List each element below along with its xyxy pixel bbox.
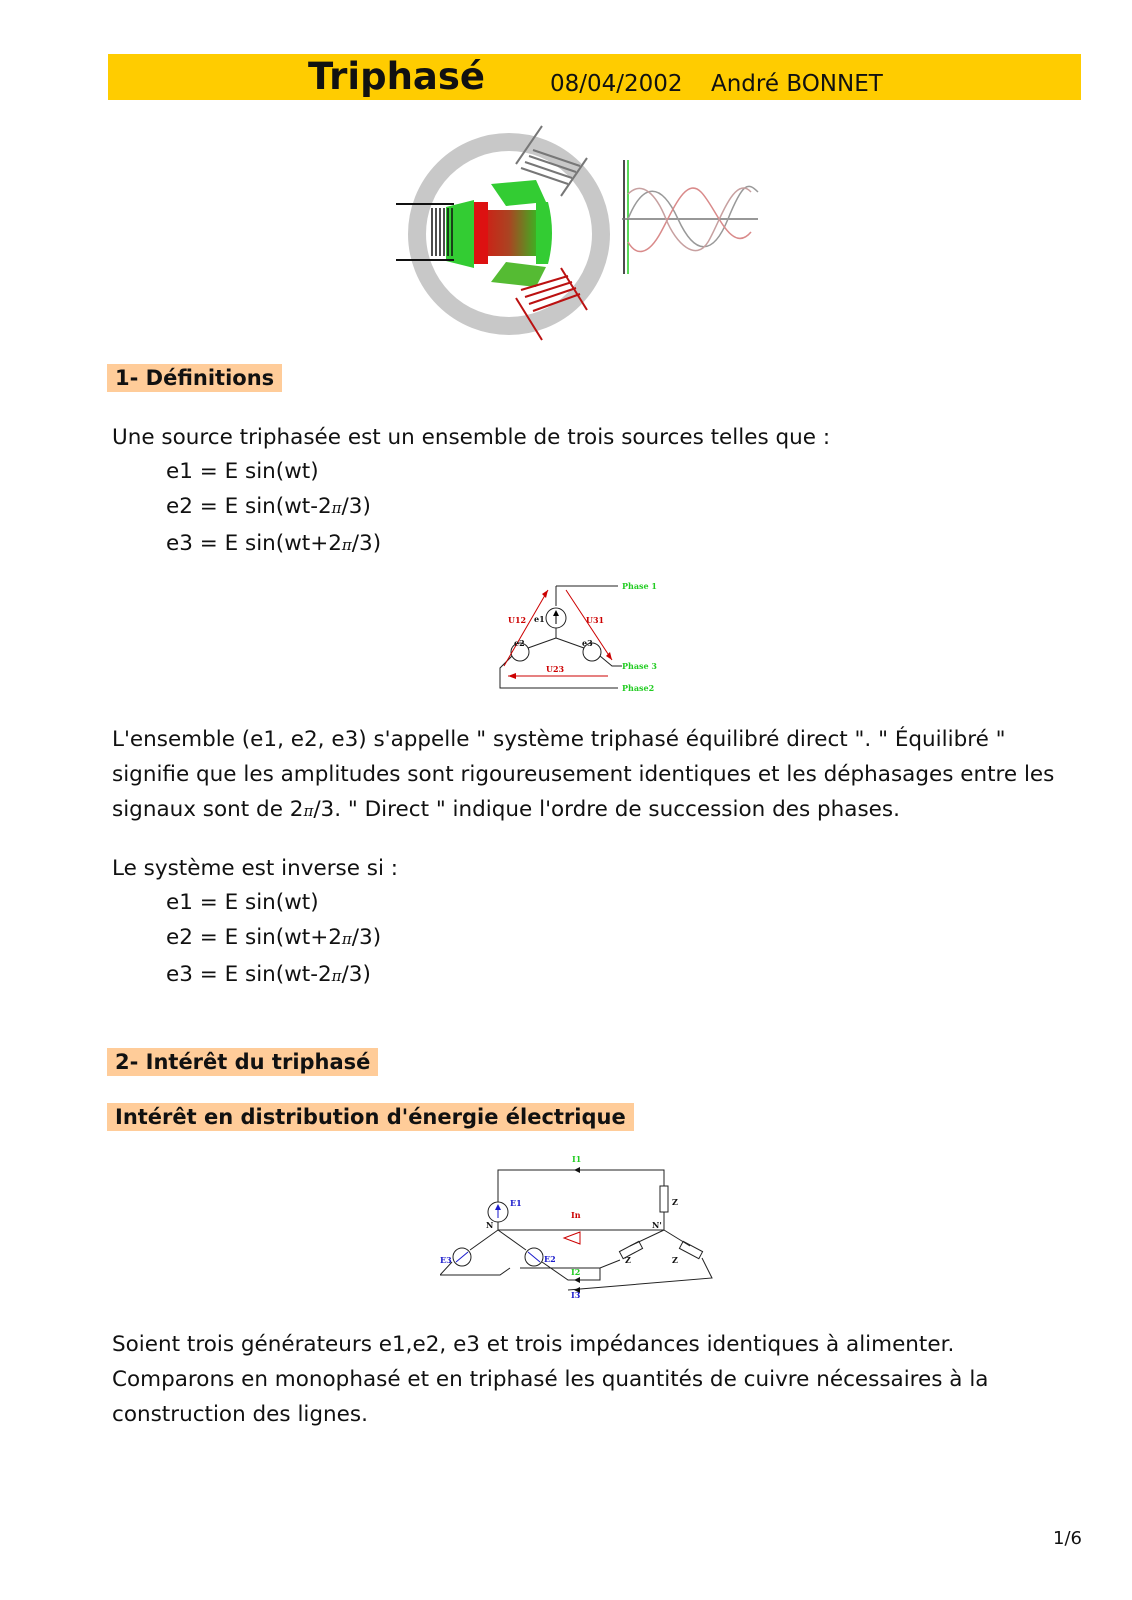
- label-phase3: Phase 3: [622, 661, 657, 671]
- label-in: In: [571, 1210, 581, 1220]
- intro-text: Une source triphasée est un ensemble de trois sources telles que :: [112, 425, 831, 450]
- inverse-equation-e1: e1 = E sin(wt): [166, 890, 319, 915]
- alternator-illustration: [396, 122, 776, 347]
- label-e3: E3: [440, 1255, 452, 1265]
- label-phase1: Phase 1: [622, 581, 657, 591]
- label-n-prime: N': [652, 1220, 662, 1230]
- label-z-1: Z: [672, 1197, 678, 1207]
- stator-pole-left: [446, 200, 474, 268]
- label-i1: I1: [572, 1154, 582, 1164]
- document-date: 08/04/2002: [550, 71, 683, 97]
- label-n: N: [486, 1220, 494, 1230]
- label-z-3: Z: [672, 1255, 678, 1265]
- label-i2: I2: [571, 1267, 581, 1277]
- page-number: 1/6: [1053, 1528, 1082, 1549]
- label-i3: I3: [571, 1290, 581, 1300]
- section-heading-definitions: 1- Définitions: [107, 364, 282, 392]
- label-z-2: Z: [625, 1255, 631, 1265]
- label-e1: E1: [510, 1198, 522, 1208]
- balanced-system-paragraph: L'ensemble (e1, e2, e3) s'appelle " système triphasé équilibré direct ". " Équilibré " signifie que les amplitudes sont rigoureusement identiques et les déphasages entre les signaux sont de 2π/3. " Direct " indique l'ordre de succession des phases.: [112, 727, 1055, 822]
- distribution-circuit-diagram: [440, 1150, 730, 1300]
- document-author: André BONNET: [711, 71, 883, 97]
- subsection-heading-distribution: Intérêt en distribution d'énergie électrique: [107, 1103, 634, 1131]
- inverse-equation-e3: e3 = E sin(wt-2π/3): [166, 962, 371, 987]
- waveform-plot: [622, 160, 758, 274]
- document-title: Triphasé: [308, 55, 486, 98]
- rotor-pole-right: [536, 202, 552, 264]
- inverse-intro: Le système est inverse si :: [112, 856, 399, 881]
- equation-e2: e2 = E sin(wt-2π/3): [166, 494, 371, 519]
- rotor-pole-left: [474, 202, 488, 264]
- section-heading-interest: 2- Intérêt du triphasé: [107, 1048, 378, 1076]
- label-phase2: Phase2: [622, 683, 655, 693]
- stator-pole-bottom: [491, 262, 546, 287]
- label-u31: U31: [586, 615, 605, 625]
- inverse-equation-e2: e2 = E sin(wt+2π/3): [166, 925, 382, 950]
- star-connection-diagram: [498, 578, 668, 710]
- label-u23: U23: [546, 664, 565, 674]
- label-u12: U12: [508, 615, 527, 625]
- label-e2: e2: [514, 638, 525, 648]
- inverse-equations: [166, 885, 381, 994]
- equation-e1: e1 = E sin(wt): [166, 459, 319, 484]
- direct-equations: [166, 454, 381, 563]
- distribution-paragraph: Soient trois générateurs e1,e2, e3 et trois impédances identiques à alimenter. Comparons en monophasé et en triphasé les quantités de cuivre nécessaires à la construction des lignes.: [112, 1332, 989, 1427]
- definition-intro: [112, 420, 1082, 455]
- label-e2: E2: [544, 1254, 556, 1264]
- equation-e3: e3 = E sin(wt+2π/3): [166, 531, 382, 556]
- label-e1: e1: [534, 614, 545, 624]
- label-e3: e3: [582, 638, 593, 648]
